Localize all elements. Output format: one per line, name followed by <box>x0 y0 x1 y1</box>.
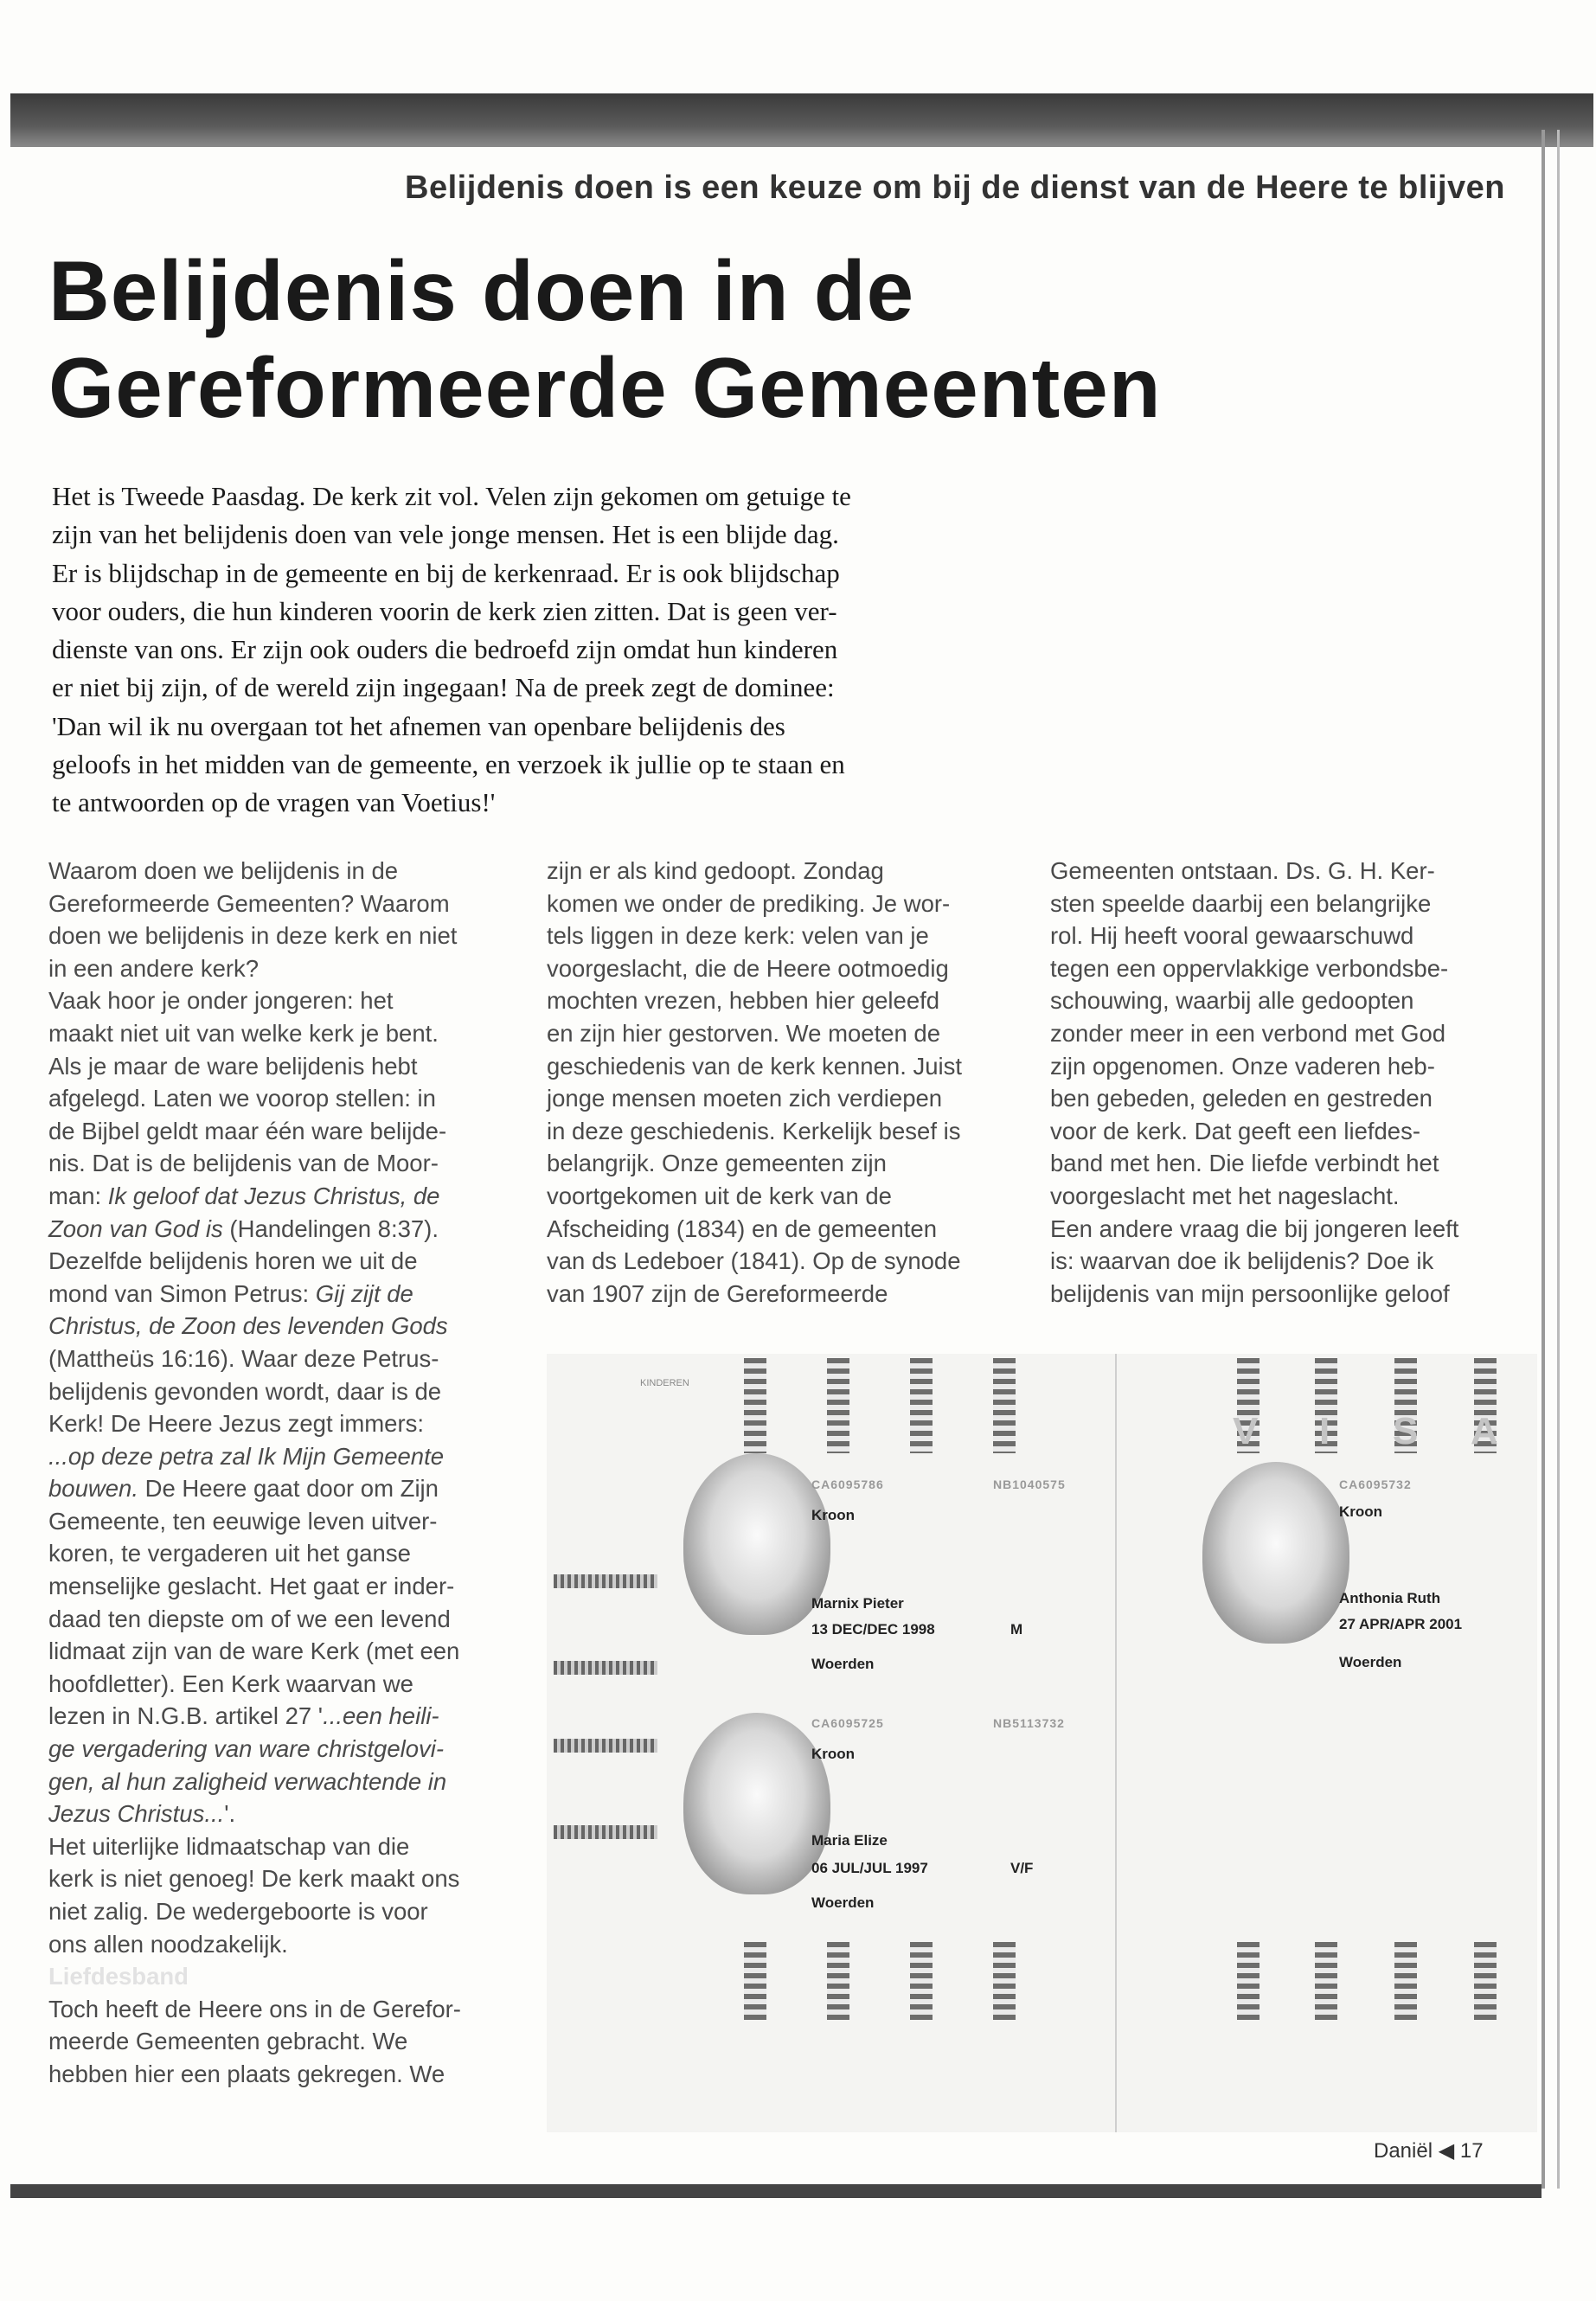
page-number: 17 <box>1459 2139 1484 2163</box>
body-line: nis. Dat is de belijdenis van de Moor- <box>48 1150 439 1177</box>
body-line <box>48 1798 498 1830</box>
body-line: band met hen. Die liefde verbindt het <box>1050 1150 1439 1177</box>
top-border-bar <box>10 93 1593 147</box>
security-stripe <box>827 1358 849 1453</box>
security-pattern <box>554 1739 657 1753</box>
security-stripe <box>744 1942 766 2020</box>
body-line: Een andere vraag die bij jongeren leeft <box>1050 1215 1459 1242</box>
child-photo <box>683 1453 830 1635</box>
page-edge-line <box>1542 130 1545 2189</box>
child-photo <box>1202 1462 1349 1644</box>
article-title <box>48 242 1346 436</box>
intro-line: Het is Tweede Paasdag. De kerk zit vol. Velen zijn gekomen om getuige te <box>52 481 851 511</box>
body-line: afgelegd. Laten we voorop stellen: in <box>48 1085 436 1112</box>
body-line <box>48 1700 498 1733</box>
child-place-of-birth: Woerden <box>811 1656 875 1672</box>
visa-letter: S <box>1393 1410 1419 1452</box>
body-line: Vaak hoor je onder jongeren: het <box>48 987 394 1015</box>
security-stripe <box>993 1358 1016 1453</box>
body-line: de Bijbel geldt maar één ware belijde- <box>48 1117 447 1144</box>
body-line <box>48 1733 498 1766</box>
body-text: lezen in N.G.B. artikel 27 ' <box>48 1702 324 1730</box>
body-line: kerk is niet genoeg! De kerk maakt ons <box>48 1865 460 1893</box>
body-line: maakt niet uit van welke kerk je bent. <box>48 1019 439 1047</box>
body-line <box>48 1180 498 1213</box>
quote-text: ...een heili- <box>323 1702 439 1730</box>
child-photo <box>683 1713 830 1894</box>
child-surname: Kroon <box>811 1507 856 1523</box>
body-line: voortgekomen uit de kerk van de <box>547 1182 892 1209</box>
quote-text: Christus, de Zoon des levenden Gods <box>48 1312 448 1340</box>
body-line: komen we onder de prediking. Je wor- <box>547 889 951 917</box>
body-line: meerde Gemeenten gebracht. We <box>48 2028 408 2055</box>
child-surname: Kroon <box>811 1746 856 1762</box>
body-line: Kerk! De Heere Jezus zegt immers: <box>48 1410 425 1438</box>
magazine-logo-icon: ◀ <box>1438 2139 1455 2163</box>
child-place-of-birth: Woerden <box>811 1894 875 1911</box>
child-date-of-birth: 06 JUL/JUL 1997 <box>811 1860 928 1876</box>
body-line: Het uiterlijke lidmaatschap van die <box>48 1832 410 1860</box>
body-line: jonge mensen moeten zich verdiepen <box>547 1085 943 1112</box>
child-date-of-birth: 27 APR/APR 2001 <box>1339 1616 1463 1632</box>
body-line: menselijke geslacht. Het gaat er inder- <box>48 1573 455 1600</box>
body-line <box>48 1310 498 1343</box>
body-line: zijn opgenomen. Onze vaderen heb- <box>1050 1052 1435 1080</box>
security-stripe <box>1315 1942 1337 2020</box>
title-line-1: Belijdenis doen in de <box>48 243 915 338</box>
body-line: ben gebeden, geleden en gestreden <box>1050 1085 1433 1112</box>
intro-line: geloofs in het midden van de gemeente, en verzoek ik jullie op te staan en <box>52 749 845 780</box>
security-stripe <box>1237 1942 1259 2020</box>
security-stripe <box>993 1942 1016 2020</box>
magazine-name: Daniël <box>1374 2139 1433 2163</box>
body-line: van ds Ledeboer (1841). Op de synode <box>547 1247 961 1275</box>
intro-line: te antwoorden op de vragen van Voetius!' <box>52 787 496 818</box>
intro-line: zijn van het belijdenis doen van vele jonge mensen. Het is een blijde dag. <box>52 519 839 550</box>
body-line: sten speelde daarbij een belangrijke <box>1050 889 1432 917</box>
passport-number: CA6095732 <box>1339 1477 1412 1491</box>
body-line: van 1907 zijn de Gereformeerde <box>547 1279 888 1307</box>
security-pattern <box>554 1825 657 1839</box>
child-place-of-birth: Woerden <box>1339 1654 1402 1670</box>
title-line-2: Gereformeerde Gemeenten <box>48 340 1162 435</box>
body-line <box>48 1278 498 1311</box>
body-line: doen we belijdenis in deze kerk en niet <box>48 922 458 950</box>
body-text: '. <box>224 1800 236 1828</box>
visa-letter: A <box>1471 1410 1498 1452</box>
quote-text: Gij zijt de <box>315 1279 413 1307</box>
body-line: mochten vrezen, hebben hier geleefd <box>547 987 940 1015</box>
body-line: niet zalig. De wedergeboorte is voor <box>48 1898 428 1925</box>
passport-image <box>547 1354 1537 2132</box>
child-sex: M <box>1010 1621 1023 1638</box>
body-line: ons allen noodzakelijk. <box>48 1930 288 1958</box>
child-given-names: Maria Elize <box>811 1832 888 1849</box>
intro-line: voor ouders, die hun kinderen voorin de kerk zien zitten. Dat is geen ver- <box>52 595 837 626</box>
body-line <box>48 1440 498 1473</box>
body-line: voorgeslacht met het nageslacht. <box>1050 1182 1400 1209</box>
body-line: zijn er als kind gedoopt. Zondag <box>547 857 884 884</box>
body-line: daad ten diepste om of we een levend <box>48 1605 451 1632</box>
body-line: (Mattheüs 16:16). Waar deze Petrus- <box>48 1344 439 1372</box>
passport-number: NB1040575 <box>993 1477 1066 1491</box>
bottom-border-bar <box>10 2184 1542 2198</box>
passport-number: CA6095725 <box>811 1716 884 1730</box>
quote-text: Jezus Christus... <box>48 1800 225 1828</box>
body-line <box>48 1213 498 1246</box>
passport-number: NB5113732 <box>993 1716 1065 1730</box>
body-line: is: waarvan doe ik belijdenis? Doe ik <box>1050 1247 1434 1275</box>
passport-number: CA6095786 <box>811 1477 884 1491</box>
body-line: koren, te vergaderen uit het ganse <box>48 1540 411 1567</box>
body-line: geschiedenis van de kerk kennen. Juist <box>547 1052 963 1080</box>
body-line: tels liggen in deze kerk: velen van je <box>547 922 929 950</box>
security-stripe <box>827 1942 849 2020</box>
body-line: hebben hier een plaats gekregen. We <box>48 2060 445 2087</box>
body-line: belijdenis gevonden wordt, daar is de <box>48 1377 442 1405</box>
body-line: voorgeslacht, die de Heere ootmoedig <box>547 954 949 982</box>
visa-letter: I <box>1319 1410 1330 1452</box>
body-line: lidmaat zijn van de ware Kerk (met een <box>48 1638 460 1665</box>
body-line: hoofdletter). Een Kerk waarvan we <box>48 1670 413 1697</box>
quote-text: ge vergadering van ware christgelovi- <box>48 1735 445 1763</box>
security-stripe <box>744 1358 766 1453</box>
intro-line: dienste van ons. Er zijn ook ouders die bedroefd zijn omdat hun kinderen <box>52 634 838 665</box>
body-line: belijdenis van mijn persoonlijke geloof <box>1050 1279 1450 1307</box>
body-column-3 <box>1050 855 1500 1310</box>
quote-text: Zoon van God is <box>48 1215 223 1242</box>
visa-letter: V <box>1233 1410 1259 1452</box>
kicker-heading: Belijdenis doen is een keuze om bij de dienst van de Heere te blijven <box>405 170 1505 206</box>
body-line: Waarom doen we belijdenis in de <box>48 857 399 884</box>
body-line: zonder meer in een verbond met God <box>1050 1019 1446 1047</box>
body-line: schouwing, waarbij alle gedoopten <box>1050 987 1414 1015</box>
child-given-names: Anthonia Ruth <box>1339 1590 1441 1606</box>
body-line <box>48 1472 498 1505</box>
body-line <box>48 1766 498 1798</box>
body-text: De Heere gaat door om Zijn <box>138 1475 439 1503</box>
body-text: man: <box>48 1182 108 1209</box>
body-line: Gereformeerde Gemeenten? Waarom <box>48 889 450 917</box>
body-line: Gemeenten ontstaan. Ds. G. H. Ker- <box>1050 857 1435 884</box>
body-line: Dezelfde belijdenis horen we uit de <box>48 1247 418 1275</box>
body-text: (Handelingen 8:37). <box>222 1215 439 1242</box>
section-subheading: Liefdesband <box>48 1963 189 1990</box>
intro-paragraph <box>52 478 1003 823</box>
quote-text: ...op deze petra zal Ik Mijn Gemeente <box>48 1442 445 1470</box>
body-line: Als je maar de ware belijdenis hebt <box>48 1052 418 1080</box>
page-edge-line <box>1557 130 1560 2189</box>
body-text: mond van Simon Petrus: <box>48 1279 316 1307</box>
intro-line: Er is blijdschap in de gemeente en bij de kerkenraad. Er is ook blijdschap <box>52 557 840 588</box>
quote-text: bouwen. <box>48 1475 138 1503</box>
body-line: Gemeente, ten eeuwige leven uitver- <box>48 1507 438 1535</box>
body-line: in een andere kerk? <box>48 954 260 982</box>
body-line: Afscheiding (1834) en de gemeenten <box>547 1215 938 1242</box>
security-pattern <box>554 1574 657 1588</box>
body-line: rol. Hij heeft vooral gewaarschuwd <box>1050 922 1414 950</box>
body-line: tegen een oppervlakkige verbondsbe- <box>1050 954 1449 982</box>
child-given-names: Marnix Pieter <box>811 1595 904 1612</box>
child-date-of-birth: 13 DEC/DEC 1998 <box>811 1621 935 1638</box>
security-stripe <box>910 1358 933 1453</box>
body-line: Toch heeft de Heere ons in de Gerefor- <box>48 1995 461 2022</box>
body-column-1 <box>48 855 498 2091</box>
child-sex: V/F <box>1010 1860 1034 1876</box>
passport-fold-line <box>1115 1354 1117 2132</box>
quote-text: Ik geloof dat Jezus Christus, de <box>107 1182 440 1209</box>
kinderen-label: KINDEREN <box>640 1378 689 1388</box>
body-line: belangrijk. Onze gemeenten zijn <box>547 1150 887 1177</box>
security-stripe <box>1474 1942 1497 2020</box>
quote-text: gen, al hun zaligheid verwachtende in <box>48 1767 447 1795</box>
page-footer <box>1374 2138 1484 2163</box>
body-line: in deze geschiedenis. Kerkelijk besef is <box>547 1117 961 1144</box>
body-column-2 <box>547 855 997 1310</box>
intro-line: 'Dan wil ik nu overgaan tot het afnemen van openbare belijdenis des <box>52 710 785 741</box>
security-stripe <box>910 1942 933 2020</box>
child-surname: Kroon <box>1339 1503 1383 1520</box>
security-pattern <box>554 1661 657 1675</box>
body-line: en zijn hier gestorven. We moeten de <box>547 1019 941 1047</box>
body-line: voor de kerk. Dat geeft een liefdes- <box>1050 1117 1421 1144</box>
intro-line: er niet bij zijn, of de wereld zijn ingegaan! Na de preek zegt de dominee: <box>52 672 835 703</box>
security-stripe <box>1394 1942 1417 2020</box>
